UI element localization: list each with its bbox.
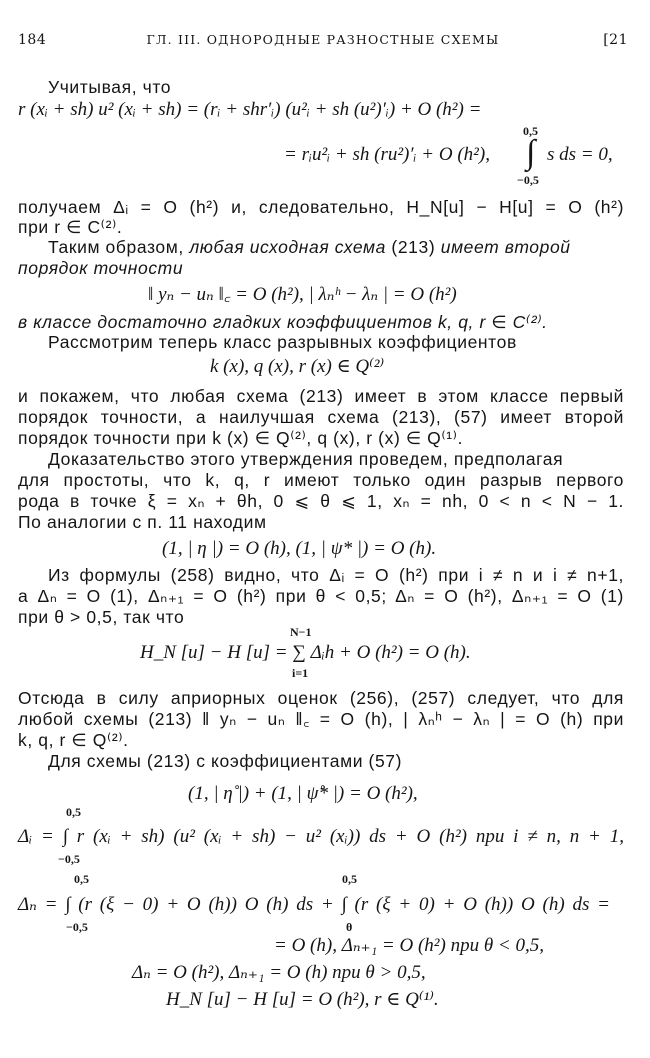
sum-lower-limit: i=1	[292, 666, 309, 680]
integral-lower-limit: −0,5	[58, 852, 80, 866]
text-line: получаем Δᵢ = O (h²) и, следовательно, H_N[u] − H[u] = O (h²)	[18, 197, 624, 217]
text-line: Учитывая, что	[48, 77, 172, 97]
integral-upper-limit: 0,5	[523, 124, 538, 138]
formula-line: k (x), q (x), r (x) ∈ Q⁽²⁾	[210, 356, 385, 377]
integral-upper-limit: 0,5	[342, 872, 357, 886]
text-line: рода в точке ξ = xₙ + θh, 0 ⩽ θ ⩽ 1, xₙ = nh, 0 < n < N − 1.	[18, 491, 624, 511]
formula-line: = O (h), Δₙ₊₁ = O (h²) при θ < 0,5,	[274, 935, 544, 956]
formula-line: = rᵢu²ᵢ + sh (ru²)′ᵢ + O (h²),	[284, 144, 490, 165]
text-line: Доказательство этого утверждения проведем, предполагая	[48, 449, 564, 469]
text-line: k, q, r ∈ Q⁽²⁾.	[18, 730, 129, 750]
text-line: порядок точности, а наилучшая схема (213), (57) имеет второй	[18, 407, 624, 427]
formula-line: H_N [u] − H [u] = O (h²), r ∈ Q⁽¹⁾.	[166, 989, 439, 1010]
text-line: при θ > 0,5, так что	[18, 607, 185, 627]
section-number: [21	[603, 32, 628, 48]
formula-line: H_N [u] − H [u] = ∑ Δᵢh + O (h²) = O (h).	[140, 642, 471, 663]
integral-lower-limit: −0,5	[66, 920, 88, 934]
text-line: любой схемы (213) ‖ yₙ − uₙ ‖꜀ = O (h), | λₙʰ − λₙ | = O (h) при	[18, 709, 624, 729]
formula-line: r (xᵢ + sh) u² (xᵢ + sh) = (rᵢ + shr′ᵢ) (u²ᵢ + sh (u²)′ᵢ) + O (h²) =	[18, 99, 482, 120]
sum-upper-limit: N−1	[290, 625, 312, 639]
text-span: любая исходная схема	[189, 237, 386, 257]
formula-line: Δₙ = O (h²), Δₙ₊₁ = O (h) при θ > 0,5,	[132, 962, 426, 983]
text-line: По аналогии с п. 11 находим	[18, 512, 267, 532]
text-span: Таким образом,	[48, 237, 184, 257]
running-title: ГЛ. III. ОДНОРОДНЫЕ РАЗНОСТНЫЕ СХЕМЫ	[146, 32, 500, 47]
formula-line: (1, | η̊ |) + (1, | ψ̊* |) = O (h²),	[188, 783, 418, 804]
text-line: для простоты, что k, q, r имеют только один разрыв первого	[18, 470, 624, 490]
integral-lower-limit: θ	[346, 920, 353, 934]
text-line: Отсюда в силу априорных оценок (256), (257) следует, что для	[18, 688, 624, 708]
text-line: при r ∈ C⁽²⁾.	[18, 217, 123, 237]
page-number: 184	[18, 32, 47, 48]
text-line: Из формулы (258) видно, что Δᵢ = O (h²) при i ≠ n и i ≠ n+1,	[48, 565, 624, 585]
text-line: и покажем, что любая схема (213) имеет в этом классе первый	[18, 386, 624, 406]
formula-line: (1, | η |) = O (h), (1, | ψ* |) = O (h).	[162, 538, 437, 559]
formula-line: Δᵢ = ∫ r (xᵢ + sh) (u² (xᵢ + sh) − u² (xᵢ)) ds + O (h²) при i ≠ n, n + 1,	[18, 826, 624, 847]
text-span: (213)	[391, 237, 436, 257]
formula-line: ‖ yₙ − uₙ ‖꜀ = O (h²), | λₙʰ − λₙ | = O (h²)	[148, 284, 457, 305]
text-line: а Δₙ = O (1), Δₙ₊₁ = O (h²) при θ < 0,5; Δₙ = O (h²), Δₙ₊₁ = O (1)	[18, 586, 624, 606]
integral-upper-limit: 0,5	[74, 872, 89, 886]
integral-sign: ∫	[526, 134, 536, 171]
text-line: в классе достаточно гладких коэффициентов k, q, r ∈ C⁽²⁾.	[18, 312, 548, 332]
text-span: имеет второй	[440, 237, 571, 257]
text-line: порядок точности	[18, 258, 184, 278]
formula-line: s ds = 0,	[547, 144, 613, 165]
page-header	[18, 32, 628, 54]
formula-line: Δₙ = ∫ (r (ξ − 0) + O (h)) O (h) ds + ∫ (r (ξ + 0) + O (h)) O (h) ds =	[18, 894, 610, 915]
text-line: Для схемы (213) с коэффициентами (57)	[48, 751, 403, 771]
integral-lower-limit: −0,5	[517, 173, 539, 187]
text-line: порядок точности при k (x) ∈ Q⁽²⁾, q (x), r (x) ∈ Q⁽¹⁾.	[18, 428, 464, 448]
text-line	[48, 236, 571, 258]
text-line: Рассмотрим теперь класс разрывных коэффициентов	[48, 332, 517, 352]
integral-upper-limit: 0,5	[66, 805, 81, 819]
